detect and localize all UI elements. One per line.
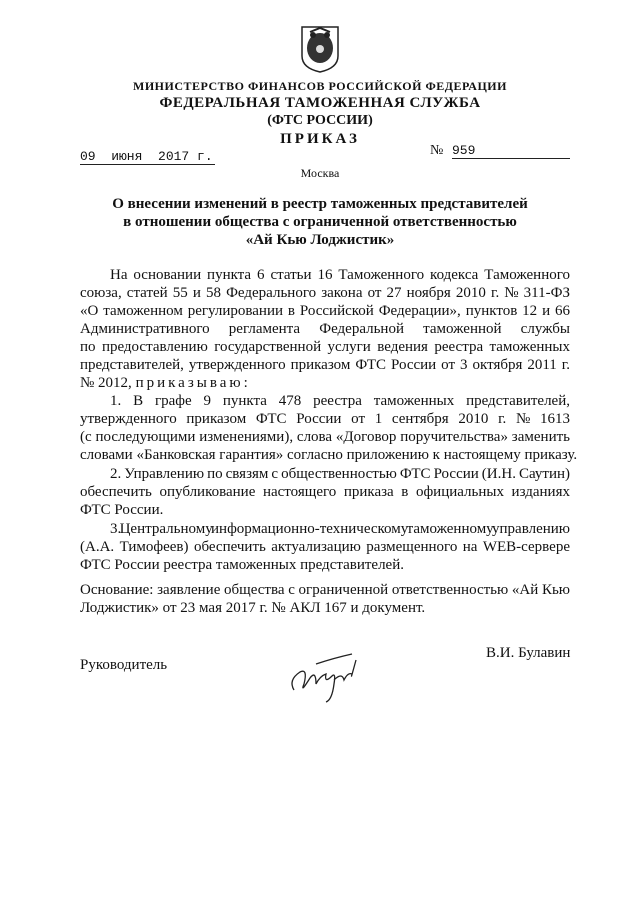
body-line: 3. Центральному информационно-техническому таможенному управлению [110, 521, 570, 537]
title-line: в отношении общества с ограниченной ответственностью [123, 214, 517, 230]
body-line: обеспечить опубликование настоящего приказа в официальных изданиях [80, 484, 570, 500]
body-line: «О таможенном регулировании в Российской Федерации», пунктов 12 и 66 [80, 303, 570, 319]
signatory-name: В.И. Булавин [486, 645, 571, 661]
order-ref: № 2012, [80, 375, 132, 391]
handwritten-signature [286, 650, 366, 710]
body-line: представителей, утвержденного приказом ФТС России от 3 октября 2011 г. [80, 357, 570, 373]
body-line: словами «Банковская гарантия» согласно приложению к настоящему приказу. [80, 447, 578, 463]
body-line: утвержденного приказом ФТС России от 1 сентября 2010 г. № 1613 [80, 411, 570, 427]
body-line [80, 374, 570, 392]
service-abbreviation: (ФТС РОССИИ) [267, 113, 373, 128]
basis-line: Основание: заявление общества с ограниченной ответственностью «Ай Кью [80, 582, 570, 598]
ministry-name: МИНИСТЕРСТВО ФИНАНСОВ РОССИЙСКОЙ ФЕДЕРАЦИИ [133, 79, 507, 93]
signatory-position: Руководитель [80, 657, 168, 673]
order-date: 09 июня 2017 г. [80, 149, 215, 165]
body-line: На основании пункта 6 статьи 16 Таможенного кодекса Таможенного [110, 267, 570, 283]
order-number-label: № [430, 143, 444, 158]
body-line: ФТС России. [80, 502, 164, 518]
order-number: 959 [452, 143, 570, 159]
body-line: (с последующими изменениями), слова «Договор поручительства» заменить [80, 429, 570, 445]
body-line: (А.А. Тимофеев) обеспечить актуализацию размещенного на WEB-сервере [80, 539, 570, 555]
service-name: ФЕДЕРАЛЬНАЯ ТАМОЖЕННАЯ СЛУЖБА [159, 95, 481, 111]
body-line: 2. Управлению по связям с общественностью ФТС России (И.Н. Саутин) [110, 466, 570, 482]
city: Москва [300, 166, 340, 180]
order-word: приказываю: [135, 375, 251, 391]
coat-of-arms-emblem [298, 24, 342, 79]
title-line: «Ай Кью Лоджистик» [245, 232, 395, 248]
body-line: ФТС России реестра таможенных представителей. [80, 557, 404, 573]
basis-line: Лоджистик» от 23 мая 2017 г. № АКЛ 167 и документ. [80, 600, 426, 616]
body-line: 1. В графе 9 пункта 478 реестра таможенных представителей, [110, 393, 570, 409]
body-line: Административного регламента Федеральной таможенной службы [80, 321, 570, 337]
body-line: по предоставлению государственной услуги ведения реестра таможенных [80, 339, 570, 355]
document-type: ПРИКАЗ [280, 131, 360, 147]
title-line: О внесении изменений в реестр таможенных представителей [112, 196, 528, 212]
body-line: союза, статей 55 и 58 Федерального закона от 27 ноября 2010 г. № 311-ФЗ [80, 285, 570, 301]
